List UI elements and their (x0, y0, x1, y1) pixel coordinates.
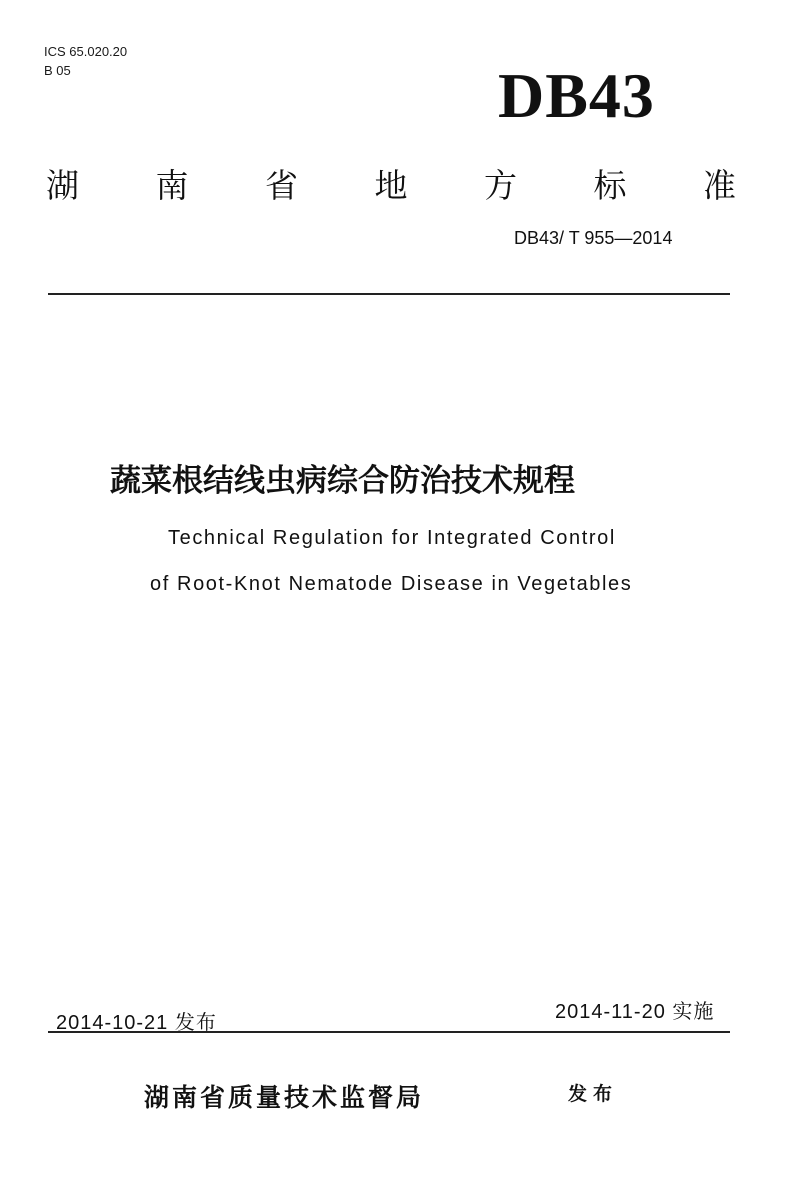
header-divider (48, 293, 730, 295)
standard-type (46, 160, 736, 207)
ics-code: ICS 65.020.20 (44, 44, 128, 59)
standard-type-char: 方 (484, 166, 517, 205)
implementation-date: 2014-11-20 实施 (555, 1001, 715, 1023)
standard-type-char: 南 (155, 166, 189, 205)
issuing-authority: 湖南省质量技术监督局 (144, 1083, 425, 1112)
publish-label: 发布 (568, 1083, 619, 1105)
standard-code-logo: DB43 (498, 60, 655, 131)
footer-divider (48, 1031, 730, 1033)
standard-type-char: 湖 (46, 166, 79, 205)
standard-type-char: 准 (703, 166, 736, 205)
title-chinese: 蔬菜根结线虫病综合防治技术规程 (110, 463, 575, 499)
ccs-code: B 05 (44, 63, 71, 78)
standard-type-char: 省 (265, 166, 298, 205)
standard-type-char: 标 (593, 166, 627, 205)
title-english-line2: of Root-Knot Nematode Disease in Vegetables (150, 573, 633, 595)
issue-date: 2014-10-21 发布 (56, 1012, 217, 1034)
standard-type-char: 地 (374, 166, 408, 205)
title-english-line1: Technical Regulation for Integrated Control (168, 527, 616, 549)
standard-number: DB43/ T 955—2014 (514, 228, 673, 248)
